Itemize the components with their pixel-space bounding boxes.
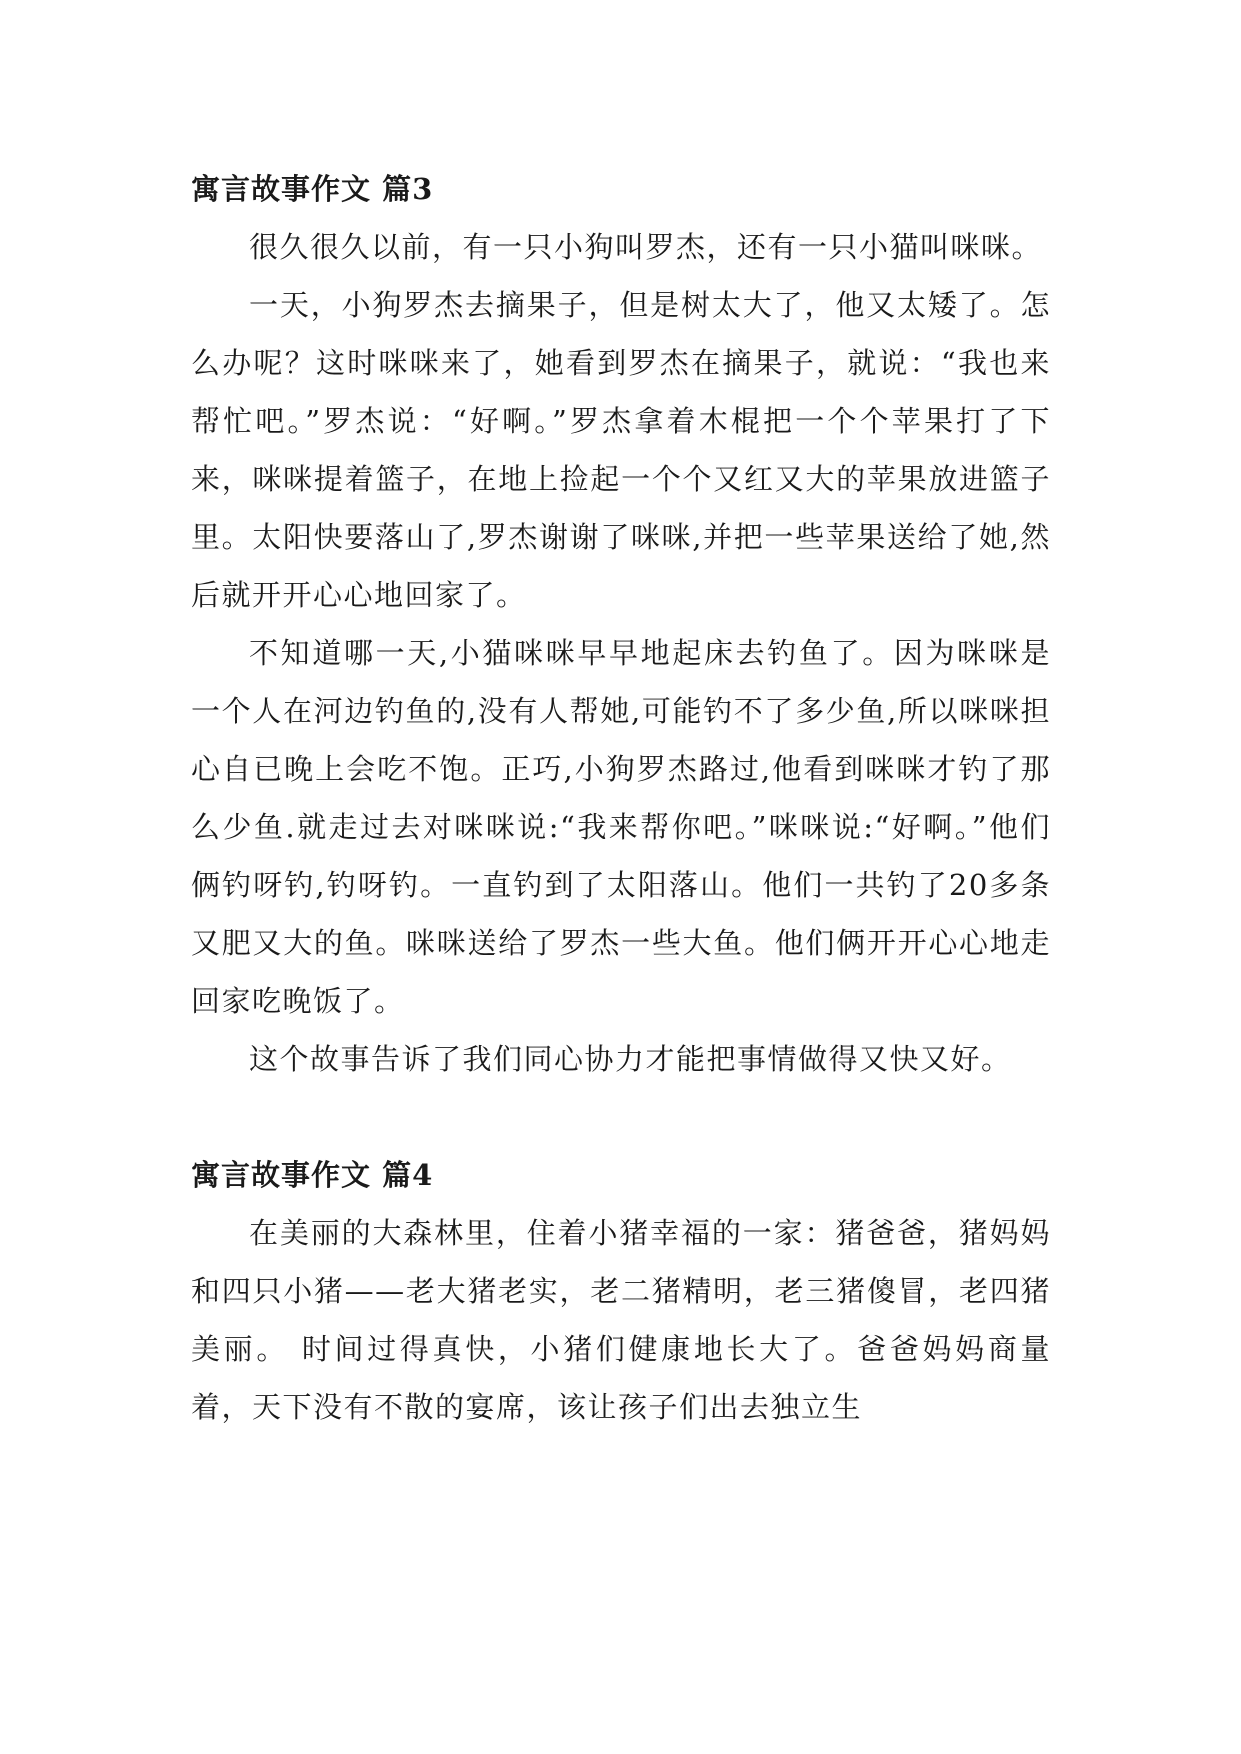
paragraph: 不知道哪一天,小猫咪咪早早地起床去钓鱼了。因为咪咪是一个人在河边钓鱼的,没有人帮她,可能钓不了多少鱼,所以咪咪担心自已晚上会吃不饱。正巧,小狗罗杰路过,他看到咪咪才钓了那么少鱼.就走过去对咪咪说:“我来帮你吧。”咪咪说:“好啊。”他们俩钓呀钓,钓呀钓。一直钓到了太阳落山。他们一共钓了20多条又肥又大的鱼。咪咪送给了罗杰一些大鱼。他们俩开开心心地走回家吃晚饭了。 bbox=[191, 636, 1051, 1018]
section-title: 寓言故事作文 篇3 bbox=[191, 172, 434, 206]
section-title: 寓言故事作文 篇4 bbox=[191, 1158, 434, 1192]
essay-section-4 bbox=[191, 1146, 1051, 1436]
essay-section-3 bbox=[191, 160, 1051, 1088]
document-body bbox=[191, 160, 1051, 1436]
paragraph: 一天，小狗罗杰去摘果子，但是树太大了，他又太矮了。怎么办呢？这时咪咪来了，她看到罗杰在摘果子，就说：“我也来帮忙吧。”罗杰说：“好啊。”罗杰拿着木棍把一个个苹果打了下来，咪咪提着篮子，在地上捡起一个个又红又大的苹果放进篮子里。太阳快要落山了,罗杰谢谢了咪咪,并把一些苹果送给了她,然后就开开心心地回家了。 bbox=[191, 288, 1051, 612]
paragraph: 这个故事告诉了我们同心协力才能把事情做得又快又好。 bbox=[249, 1042, 1012, 1076]
paragraph: 很久很久以前，有一只小狗叫罗杰，还有一只小猫叫咪咪。 bbox=[249, 230, 1043, 264]
paragraph: 在美丽的大森林里，住着小猪幸福的一家：猪爸爸，猪妈妈和四只小猪——老大猪老实，老二猪精明，老三猪傻冒，老四猪美丽。 时间过得真快，小猪们健康地长大了。爸爸妈妈商量着，天下没有不散的宴席，该让孩子们出去独立生 bbox=[191, 1216, 1051, 1424]
